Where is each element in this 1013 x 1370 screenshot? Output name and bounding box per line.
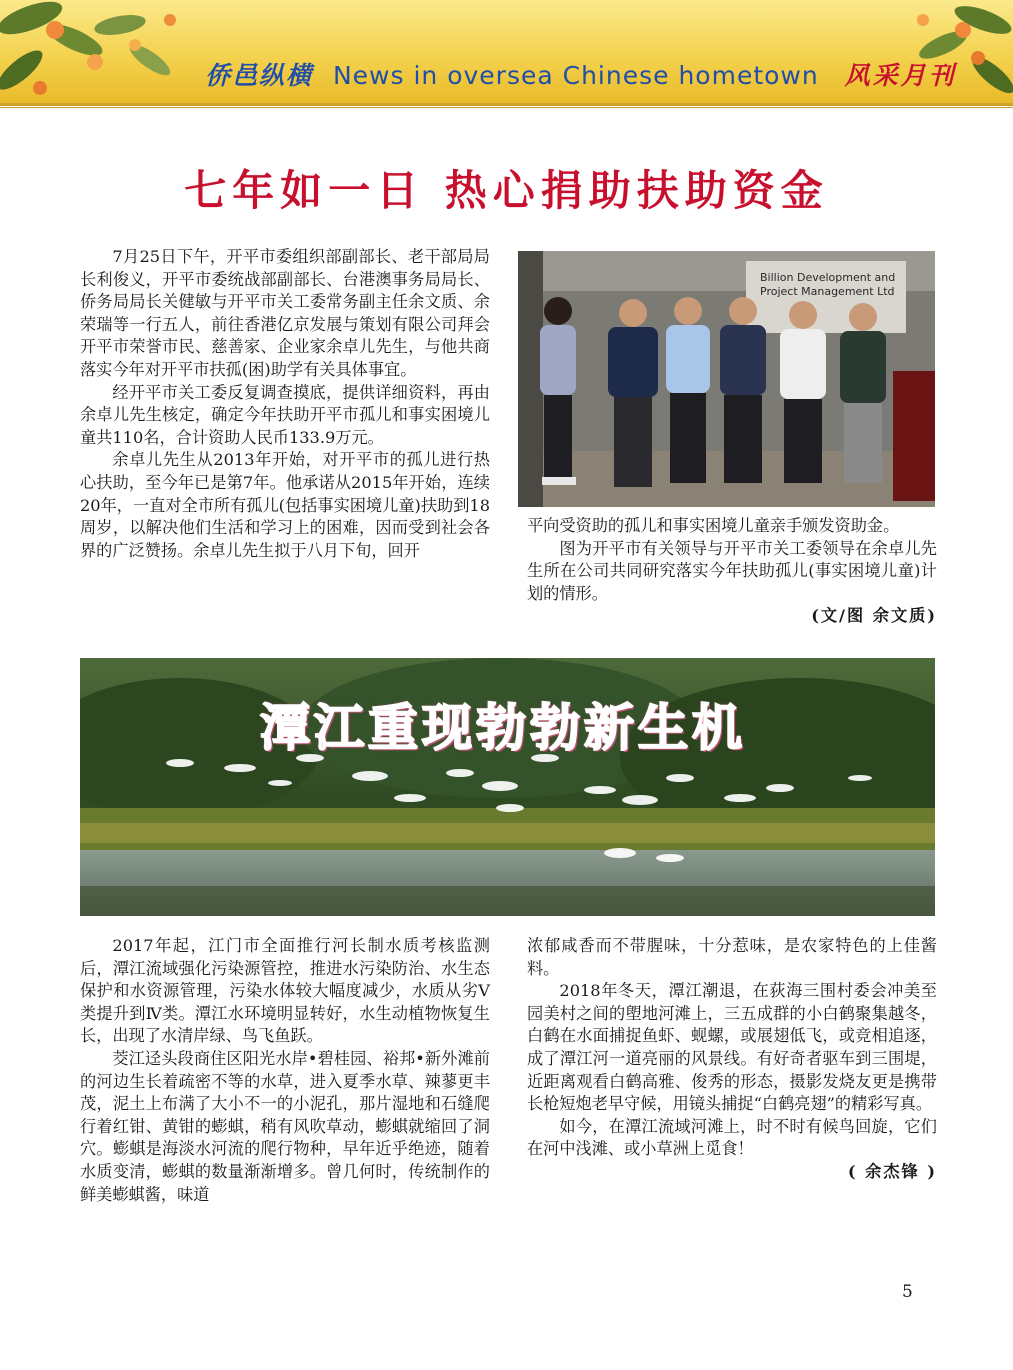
article1-paragraph: 经开平市关工委反复调查摸底，提供详细资料，再由余卓儿先生核定，确定今年扶助开平市孤儿和事实困境儿童共110名，合计资助人民币133.9万元。 [80, 382, 490, 447]
group-photo [518, 251, 935, 507]
flower-decoration-icon [0, 0, 200, 103]
article2-paragraph: 茭江迳头段商住区阳光水岸•碧桂园、裕邦•新外滩前的河边生长着疏密不等的水草，进入夏季水草、辣蓼更丰茂，泥土上布满了大小不一的小泥孔，那片湿地和石缝爬行着红钳、黄钳的蟛蜞，稍有风吹草动，蟛蜞就缩回了洞穴。蟛蜞是海淡水河流的爬行物种，早年近乎绝迹，随着水质变清，蟛蜞的数量渐渐增多。曾几何时，传统制作的鲜美蟛蜞酱，味道 [80, 1048, 490, 1204]
article1-paragraph: 平向受资助的孤儿和事实困境儿童亲手颁发资助金。 [527, 516, 900, 535]
article2-headline: 潭江重现勃勃新生机 [260, 699, 746, 757]
article1-paragraph: 图为开平市有关领导与开平市关工委领导在余卓儿先生所在公司共同研究落实今年扶助孤儿(事实困境儿童)计划的情形。 [527, 538, 937, 603]
article2-paragraph: 如今，在潭江流域河滩上，时不时有候鸟回旋，它们在河中浅滩、或小草洲上觅食！ [527, 1116, 937, 1159]
article2-paragraph: 2017年起，江门市全面推行河长制水质考核监测后，潭江流域强化污染源管控，推进水污染防治、水生态保护和水资源管理，污染水体较大幅度减少，水质从劣Ⅴ类提升到Ⅳ类。潭江水环境明显转好，水生动植物恢复生长，出现了水清岸绿、鸟飞鱼跃。 [80, 936, 490, 1046]
article1-column-right [527, 515, 937, 628]
header-english-title: News in oversea Chinese hometown [332, 61, 819, 90]
page-number: 5 [902, 1282, 913, 1302]
article2-credit: ( 余杰锋 ) [847, 1161, 937, 1181]
photo-sign-text: Project Management Ltd [760, 285, 895, 298]
article2-paragraph: 浓郁咸香而不带腥味，十分惹味，是农家特色的上佳酱料。 [527, 936, 937, 978]
header-section-name: 侨邑纵横 [205, 61, 314, 90]
header-divider [0, 103, 1013, 106]
article1-credit: (文/图 余文质) [811, 606, 937, 626]
header-magazine-name: 风采月刊 [844, 61, 957, 90]
article1-paragraph: 余卓儿先生从2013年开始，对开平市的孤儿进行热心扶助，至今年已是第7年。他承诺从2015年开始，连续20年，一直对全市所有孤儿(包括事实困境儿童)扶助到18周岁，以解决他们生活和学习上的困难，因而受到社会各界的广泛赞扬。余卓儿先生拟于八月下旬，回开 [80, 450, 490, 560]
river-egrets-photo [80, 658, 935, 916]
article1-paragraph: 7月25日下午，开平市委组织部副部长、老干部局局长利俊义，开平市委统战部副部长、台港澳事务局局长、侨务局局长关健敏与开平市关工委常务副主任余文质、余荣瑞等一行五人，前往香港亿京发展与策划有限公司拜会开平市荣誉市民、慈善家、企业家余卓儿先生，与他共商落实今年对开平市扶孤(困)助学有关具体事宜。 [80, 247, 490, 379]
article-headline: 七年如一日 热心捐助扶助资金 [184, 166, 829, 215]
article1-column-left [80, 246, 490, 562]
header-divider-thin [0, 107, 1013, 108]
article2-column-left [80, 935, 490, 1206]
header-title [205, 56, 965, 92]
article2-paragraph: 2018年冬天，潭江潮退，在荻海三围村委会冲美至园美村之间的塱地河滩上，三五成群的小白鹤聚集越冬，白鹤在水面捕捉鱼虾、蚬螺，或展翅低飞，或竞相追逐，成了潭江河一道亮丽的风景线。有好奇者驱车到三围堤，近距离观看白鹤高雅、俊秀的形态，摄影发烧友更是携带长枪短炮老早守候，用镜头捕捉“白鹤亮翅”的精彩写真。 [527, 981, 937, 1114]
photo-sign-text: Billion Development and [760, 271, 896, 284]
magazine-header [0, 0, 1013, 103]
article2-column-right [527, 935, 937, 1184]
